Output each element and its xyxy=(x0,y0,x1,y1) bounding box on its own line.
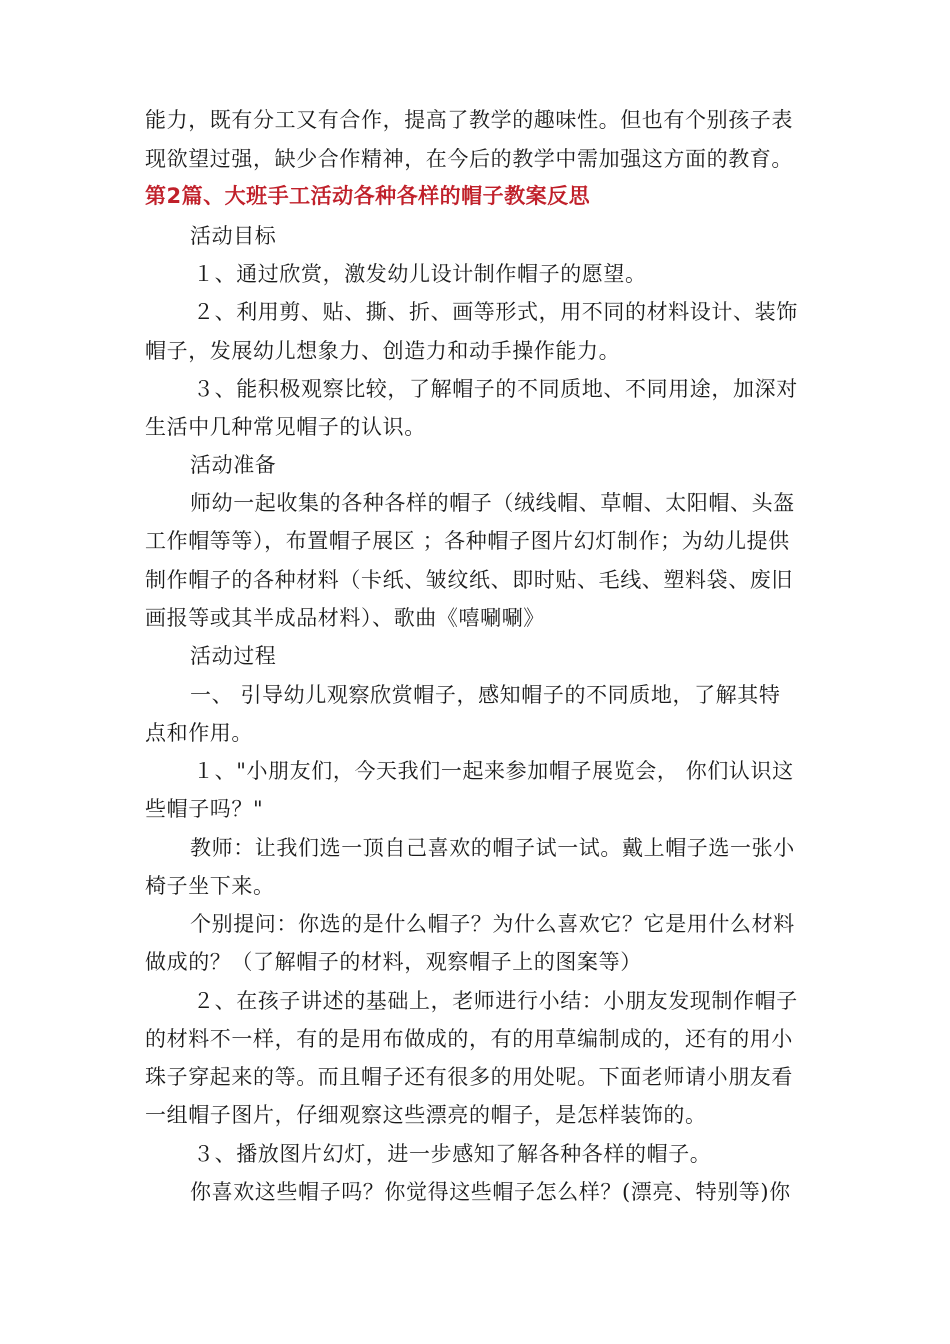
text-line: ３、能积极观察比较，了解帽子的不同质地、不同用途，加深对 xyxy=(193,377,798,401)
section-heading: 第2篇、大班手工活动各种各样的帽子教案反思 xyxy=(145,184,591,208)
text-line: 椅子坐下来。 xyxy=(145,874,275,898)
text-line: 制作帽子的各种材料（卡纸、皱纹纸、即时贴、毛线、塑料袋、废旧 xyxy=(145,568,793,592)
text-line: 工作帽等等），布置帽子展区 ；各种帽子图片幻灯制作；为幼儿提供 xyxy=(145,529,790,553)
text-line: 做成的？（了解帽子的材料，观察帽子上的图案等） xyxy=(145,950,642,974)
text-line: 珠子穿起来的等。而且帽子还有很多的用处呢。下面老师请小朋友看 xyxy=(145,1065,793,1089)
text-line: 点和作用。 xyxy=(145,721,253,745)
text-line: 帽子，发展幼儿想象力、创造力和动手操作能力。 xyxy=(145,339,621,363)
text-line: ３、播放图片幻灯，进一步感知了解各种各样的帽子。 xyxy=(193,1142,712,1166)
text-line: 生活中几种常见帽子的认识。 xyxy=(145,415,426,439)
subheading-process: 活动过程 xyxy=(190,644,277,668)
text-line: 一组帽子图片，仔细观察这些漂亮的帽子，是怎样装饰的。 xyxy=(145,1103,707,1127)
text-line: 现欲望过强，缺少合作精神，在今后的教学中需加强这方面的教育。 xyxy=(145,147,793,171)
text-line: 师幼一起收集的各种各样的帽子（绒线帽、草帽、太阳帽、头盔 xyxy=(190,491,795,515)
text-line: ２、利用剪、贴、撕、折、画等形式，用不同的材料设计、装饰 xyxy=(193,300,798,324)
subheading-goals: 活动目标 xyxy=(190,224,277,248)
text-line: 个别提问：你选的是什么帽子？为什么喜欢它？它是用什么材料 xyxy=(190,912,795,936)
text-line: 画报等或其半成品材料）、歌曲《嘻唰唰》 xyxy=(145,606,545,630)
text-line: 教师：让我们选一顶自己喜欢的帽子试一试。戴上帽子选一张小 xyxy=(190,836,795,860)
text-line: 的材料不一样，有的是用布做成的，有的用草编制成的，还有的用小 xyxy=(145,1027,793,1051)
text-line: ２、在孩子讲述的基础上，老师进行小结：小朋友发现制作帽子 xyxy=(193,989,798,1013)
text-line: １、通过欣赏，激发幼儿设计制作帽子的愿望。 xyxy=(193,262,647,286)
text-line: １、"小朋友们，今天我们一起来参加帽子展览会， 你们认识这 xyxy=(193,759,794,783)
text-line: 能力，既有分工又有合作，提高了教学的趣味性。但也有个别孩子表 xyxy=(145,108,793,132)
subheading-preparation: 活动准备 xyxy=(190,453,277,477)
text-line: 你喜欢这些帽子吗？你觉得这些帽子怎么样？(漂亮、特别等)你 xyxy=(190,1180,791,1204)
text-line: 些帽子吗？" xyxy=(145,797,264,821)
text-line: 一、 引导幼儿观察欣赏帽子，感知帽子的不同质地，了解其特 xyxy=(190,683,781,707)
